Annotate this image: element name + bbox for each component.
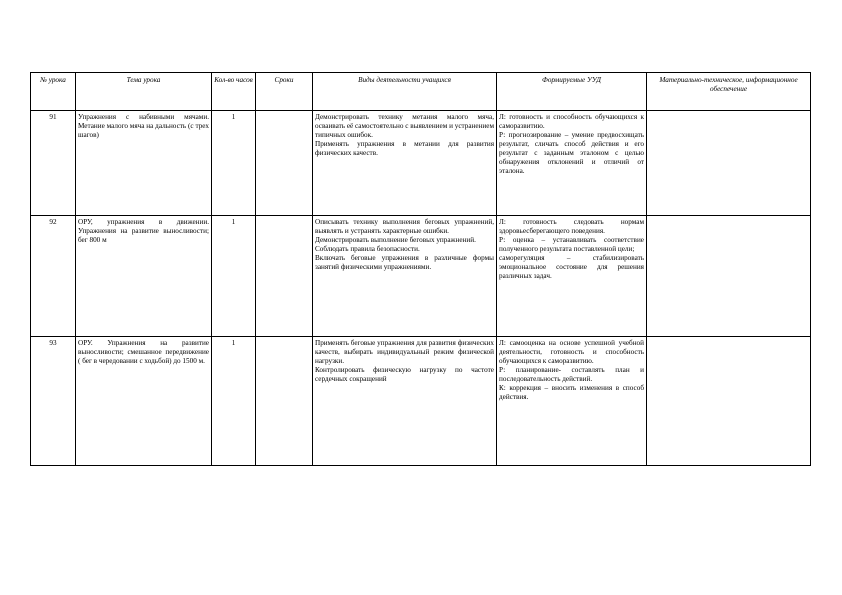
header-hours: Кол-во часов [212, 73, 256, 111]
activity-text: Применять упражнения в метании для развития физических качеств. [315, 140, 494, 157]
lesson-materials [647, 337, 811, 466]
lesson-number: 91 [31, 111, 76, 216]
header-activities: Виды деятельности учащихся [313, 73, 497, 111]
header-uud: Формируемые УУД [497, 73, 647, 111]
lesson-dates [256, 111, 313, 216]
uud-text: Л: готовность следовать нормам здоровьесберегающего поведения. [499, 218, 644, 235]
lesson-uud [497, 216, 647, 337]
lesson-number: 92 [31, 216, 76, 337]
lesson-number: 93 [31, 337, 76, 466]
lesson-topic: Упражнения с набивными мячами. Метание малого мяча на дальность (с трех шагов) [76, 111, 212, 216]
lesson-materials [647, 111, 811, 216]
uud-text: Л: самооценка на основе успешной учебной деятельности, готовность и способность обучающихся к саморазвитию. [499, 339, 644, 365]
lesson-topic: ОРУ, упражнения в движении. Упражнения на развитие выносливости; бег 800 м [76, 216, 212, 337]
header-materials: Материально-техническое, информационное обеспечение [647, 73, 811, 111]
lesson-dates [256, 337, 313, 466]
table-row [31, 111, 811, 216]
table-row [31, 216, 811, 337]
lesson-activities [313, 216, 497, 337]
activity-text: Демонстрировать выполнение беговых упражнений. [315, 236, 476, 244]
table-row [31, 337, 811, 466]
header-lesson-number: № урока [31, 73, 76, 111]
lesson-dates [256, 216, 313, 337]
header-dates: Сроки [256, 73, 313, 111]
activity-text: Описывать технику выполнения беговых упражнений, выявлять и устранять характерные ошибки. [315, 218, 494, 235]
lesson-activities [313, 337, 497, 466]
header-lesson-topic: Тема урока [76, 73, 212, 111]
activity-text: Включать беговые упражнения в различные формы занятий физическими упражнениями. [315, 254, 494, 271]
uud-text: Р: прогнозирование – умение предвосхищать результат, сличать способ действия и его результат с заданным эталоном с целью обнаружения отклонений и отличий от эталона. [499, 131, 644, 175]
lesson-topic: ОРУ. Упражнения на развитие выносливости; смешанное передвижение ( бег в чередовании с ходьбой) до 1500 м. [76, 337, 212, 466]
uud-text: Р: планирование- составлять план и последовательность действий. [499, 366, 644, 383]
lesson-hours: 1 [212, 337, 256, 466]
uud-text: Р: оценка – устанавливать соответствие полученного результата поставленной цели; [499, 236, 644, 253]
activity-text: Соблюдать правила безопасности. [315, 245, 420, 253]
lesson-plan-table [30, 72, 811, 466]
table-header-row [31, 73, 811, 111]
lesson-hours: 1 [212, 216, 256, 337]
activity-text: Применять беговые упражнения для развития физических качеств, выбирать индивидуальный режим физической нагрузки. [315, 339, 494, 365]
lesson-activities [313, 111, 497, 216]
lesson-uud [497, 337, 647, 466]
uud-text: Л: готовность и способность обучающихся к саморазвитию. [499, 113, 644, 130]
activity-text: Демонстрировать технику метания малого мяча, осваивать её самостоятельно с выявлением и устранением типичных ошибок. [315, 113, 494, 139]
uud-text: саморегуляция – стабилизировать эмоциональное состояние для решения различных задач. [499, 254, 644, 280]
lesson-hours: 1 [212, 111, 256, 216]
activity-text: Контролировать физическую нагрузку по частоте сердечных сокращений [315, 366, 494, 383]
lesson-materials [647, 216, 811, 337]
uud-text: К: коррекция – вносить изменения в способ действия. [499, 384, 644, 401]
lesson-uud [497, 111, 647, 216]
